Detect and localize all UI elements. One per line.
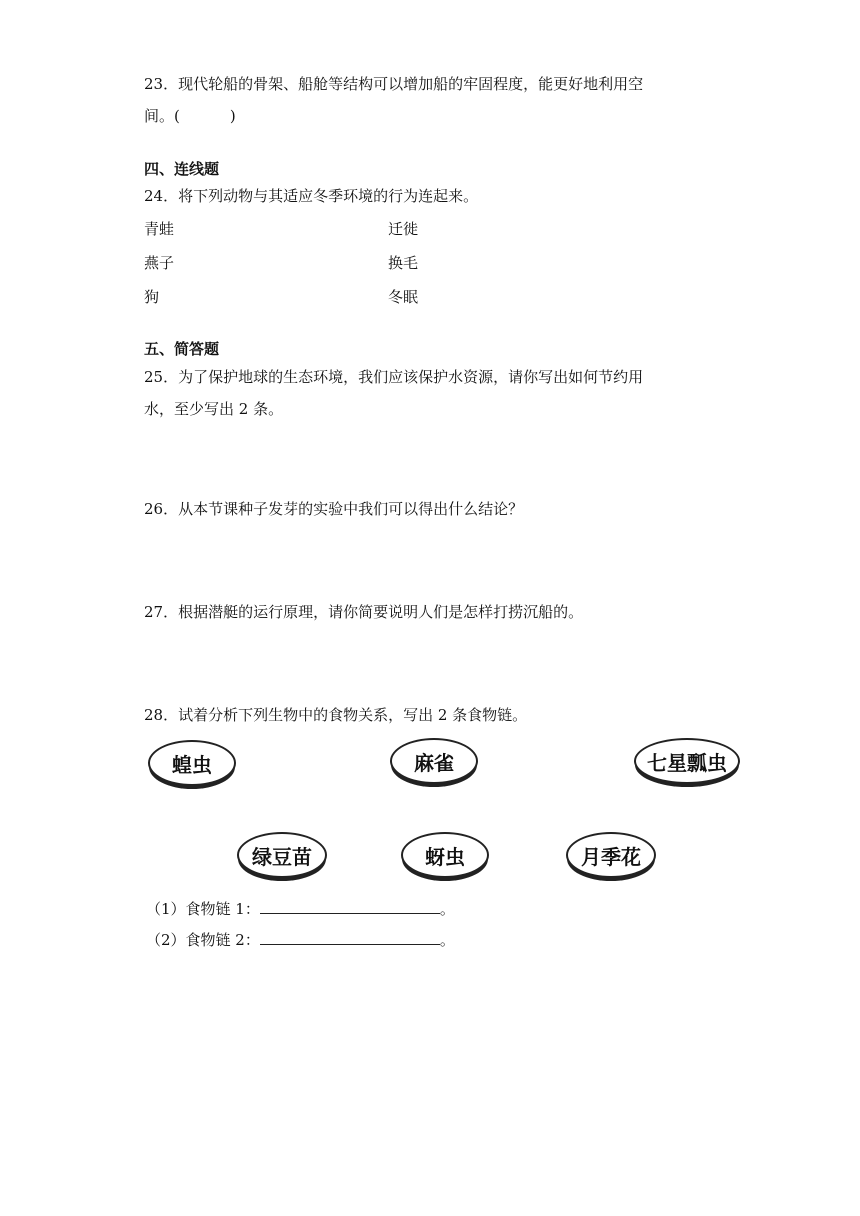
food-chain-1-blank[interactable] [260, 899, 440, 914]
organism-sparrow: 麻雀 [390, 738, 478, 784]
section-title-short-answer: 五、简答题 [144, 340, 220, 358]
q25-line1: 25．为了保护地球的生态环境，我们应该保护水资源，请你写出如何节约用 [144, 368, 644, 386]
organism-aphid: 蚜虫 [401, 832, 489, 878]
food-chain-2-label: （2）食物链 2： [146, 931, 260, 949]
food-chain-1 [146, 898, 455, 919]
organism-ladybird: 七星瓢虫 [634, 738, 740, 784]
section-title-matching: 四、连线题 [144, 160, 220, 178]
q24-animal-3[interactable]: 狗 [144, 288, 160, 306]
food-chain-2-end: 。 [439, 931, 455, 949]
food-chain-2-blank[interactable] [260, 930, 440, 945]
q26-text: 26．从本节课种子发芽的实验中我们可以得出什么结论？ [144, 500, 524, 518]
q25-line2: 水，至少写出 2 条。 [144, 400, 284, 418]
organism-locust: 蝗虫 [148, 740, 236, 786]
q24-behavior-3[interactable]: 冬眠 [388, 288, 419, 306]
food-chain-2 [146, 929, 455, 950]
q24-animal-1[interactable]: 青蛙 [144, 220, 175, 238]
q23-line1: 23．现代轮船的骨架、船舱等结构可以增加船的牢固程度，能更好地利用空 [144, 75, 644, 93]
q23-line2-suffix: ) [229, 107, 236, 125]
q24-behavior-1[interactable]: 迁徙 [388, 220, 419, 238]
q28-text: 28．试着分析下列生物中的食物关系，写出 2 条食物链。 [144, 706, 528, 724]
q23-line2-prefix: 间。( [144, 107, 180, 125]
q24-text: 24．将下列动物与其适应冬季环境的行为连起来。 [144, 187, 479, 205]
q24-animal-2[interactable]: 燕子 [144, 254, 175, 272]
food-chain-1-label: （1）食物链 1： [146, 900, 260, 918]
organism-rose: 月季花 [566, 832, 656, 878]
food-chain-1-end: 。 [439, 900, 455, 918]
q23-line2 [144, 100, 236, 132]
q24-behavior-2[interactable]: 换毛 [388, 254, 419, 272]
organism-mung-bean-sprout: 绿豆苗 [237, 832, 327, 878]
q27-text: 27．根据潜艇的运行原理，请你简要说明人们是怎样打捞沉船的。 [144, 603, 584, 621]
